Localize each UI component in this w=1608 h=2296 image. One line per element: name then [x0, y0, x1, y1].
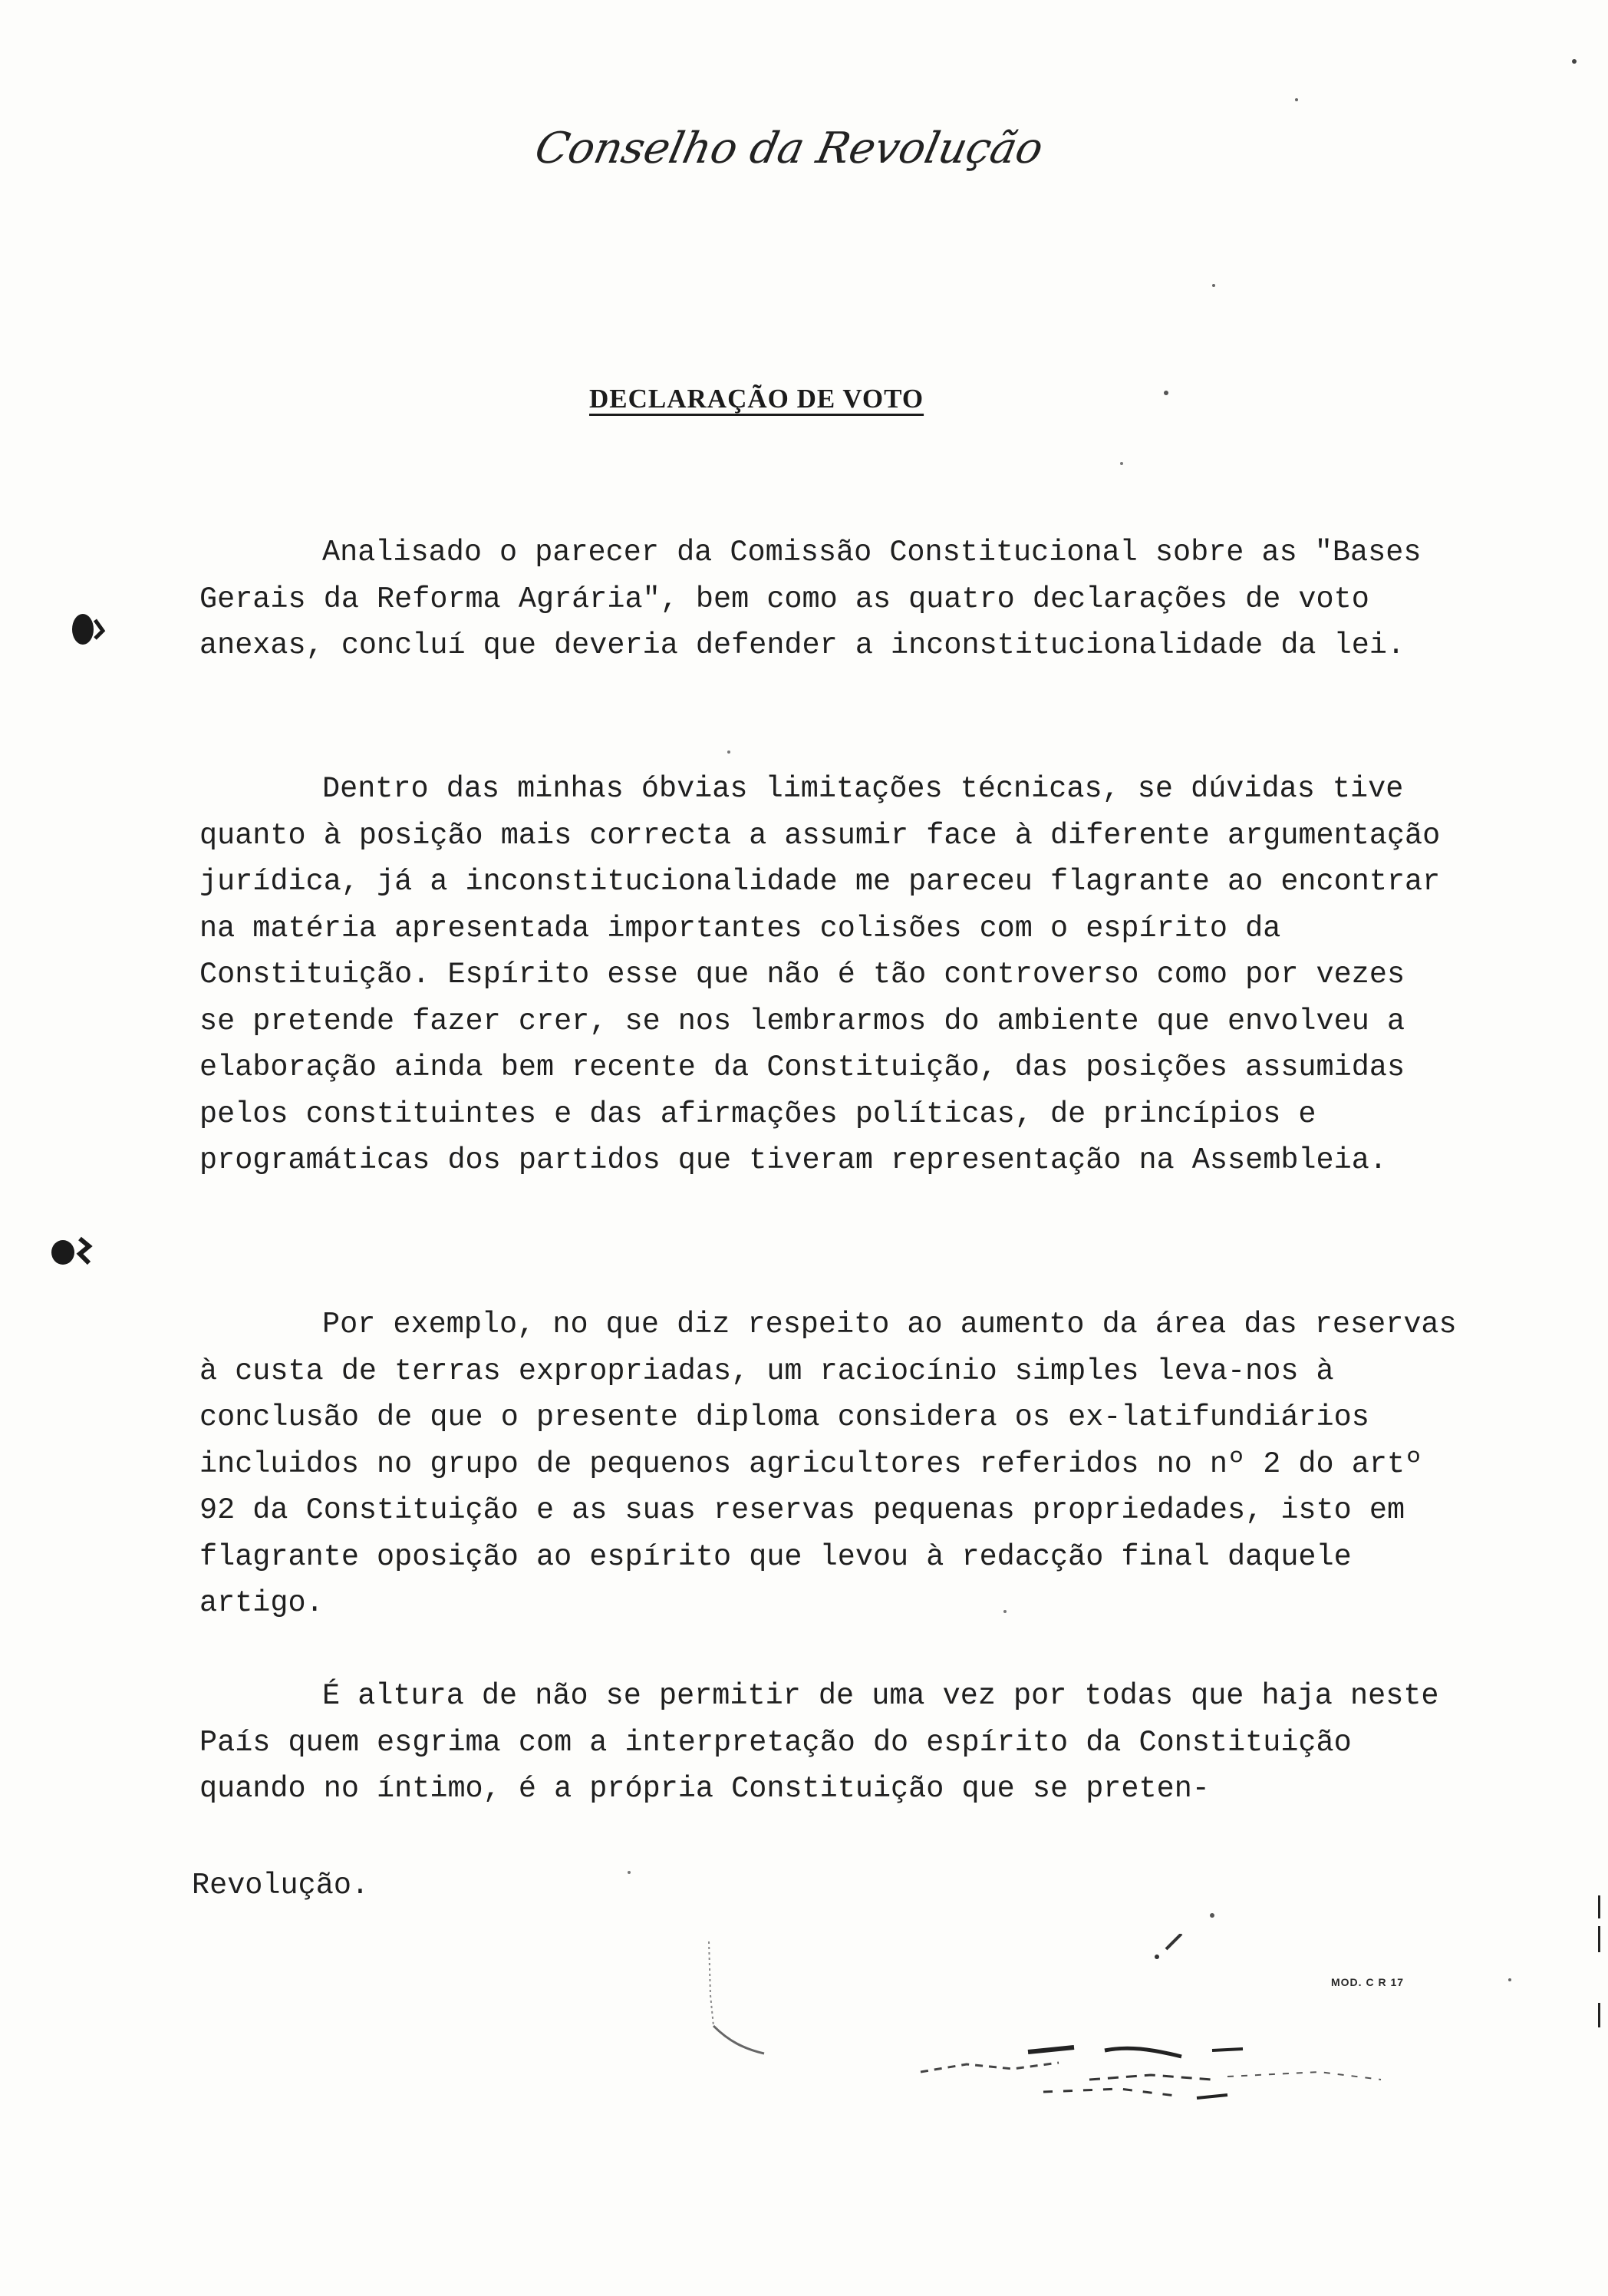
document-title: DECLARAÇÃO DE VOTO: [589, 384, 924, 414]
paragraph-2: [199, 766, 1458, 1233]
paragraph-3: [199, 1301, 1458, 1676]
page-fragment-text: Revolução.: [192, 1869, 370, 1902]
letterhead: [537, 107, 1089, 192]
letterhead-script: [537, 107, 1089, 192]
signature-scribble: [690, 1934, 1427, 2110]
paragraph-text: É altura de não se permitir de uma vez por todas que haja neste País quem esgrima com a interpretação do espírito da Constituição quando no íntimo, é a própria Constituição que se preten-: [199, 1679, 1439, 1806]
paragraph-text: Dentro das minhas óbvias limitações técnicas, se dúvidas tive quanto à posição mais correcta a assumir face à diferente argumentação jurídica, já a inconstitucionalidade me pareceu flagrante ao encontrar na matéria apresentada importantes colisões com o espírito da Constituição. Espírito esse que não é tão controverso como por vezes se pretende fazer crer, se nos lembrarmos do ambiente que envolveu a elaboração ainda bem recente da Constituição, das posições assumidas pelos constituintes e das afirmações políticas, de princípios e programáticas dos partidos que tiveram representação na Assembleia.: [199, 772, 1441, 1177]
paragraph-1: [199, 529, 1458, 718]
letterhead-text: Conselho da Revolução: [537, 123, 1048, 173]
form-code: MOD. C R 17: [1331, 1976, 1405, 1988]
paragraph-text: Analisado o parecer da Comissão Constitucional sobre as "Bases Gerais da Reforma Agrária", bem como as quatro declarações de voto anexas, concluí que deveria defender a inconstitucionalidade da lei.: [199, 536, 1422, 662]
punch-hole-mark: [66, 606, 112, 652]
paragraph-text: Por exemplo, no que diz respeito ao aumento da área das reservas à custa de terras expropriadas, um raciocínio simples leva-nos à conclusão de que o presente diploma considera os ex-latifundiários incluidos no grupo de pequenos agricultores referidos no nº 2 do artº 92 da Constituição e as suas reservas pequenas propriedades, isto em flagrante oposição ao espírito que levou à redacção final daquele artigo.: [199, 1308, 1457, 1620]
edge-mark: [1596, 1895, 1603, 2034]
paragraph-4: [199, 1673, 1458, 1862]
punch-hole-mark: [46, 1228, 100, 1274]
